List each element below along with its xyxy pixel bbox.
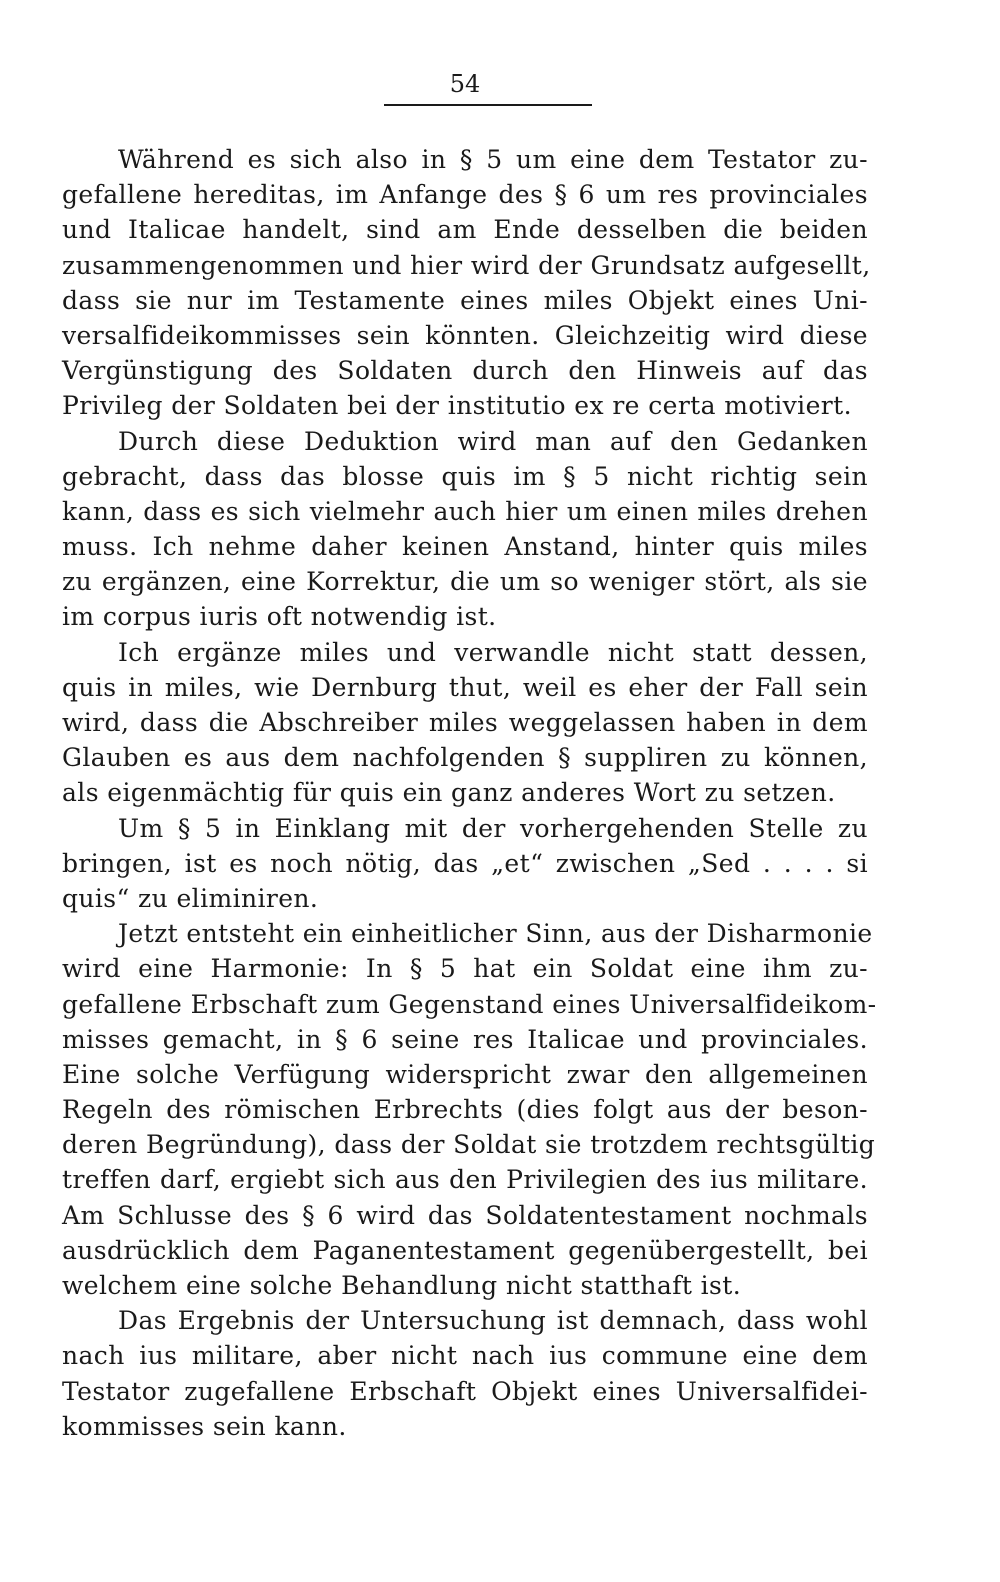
- text-line: misses gemacht, in § 6 seine res Italicae und provinciales.: [62, 1024, 868, 1054]
- text-line: Regeln des römischen Erbrechts (dies folgt aus der beson-: [62, 1095, 868, 1125]
- text-line: quis in miles, wie Dernburg thut, weil es eher der Fall sein: [62, 672, 868, 702]
- book-page: [62, 70, 877, 1441]
- text-line: wird, dass die Abschreiber miles weggelassen haben in dem: [62, 708, 868, 737]
- text-line: Ich ergänze miles und verwandle nicht statt dessen,: [118, 637, 868, 667]
- text-line: Durch diese Deduktion wird man auf den Gedanken: [118, 426, 868, 456]
- text-line: deren Begründung), dass der Soldat sie trotzdem rechtsgültig: [62, 1130, 876, 1160]
- text-line: Am Schlusse des § 6 wird das Soldatentestament nochmals: [62, 1200, 868, 1230]
- text-line: Während es sich also in § 5 um eine dem Testator zu-: [118, 145, 868, 174]
- text-line: nach ius militare, aber nicht nach ius commune eine dem: [62, 1341, 868, 1371]
- text-line: zusammengenommen und hier wird der Grundsatz aufgesellt,: [62, 250, 871, 280]
- text-line: welchem eine solche Behandlung nicht statthaft ist.: [62, 1271, 742, 1300]
- text-line: Vergünstigung des Soldaten durch den Hinweis auf das: [62, 356, 868, 386]
- text-line: kann, dass es sich vielmehr auch hier um einen miles drehen: [62, 496, 868, 526]
- text-line: Jetzt entsteht ein einheitlicher Sinn, aus der Disharmonie: [118, 919, 873, 949]
- page-body-text: [62, 142, 877, 1444]
- text-line: ausdrücklich dem Paganentestament gegenübergestellt, bei: [62, 1235, 868, 1265]
- header-rule: [384, 104, 592, 106]
- text-line: Testator zugefallene Erbschaft Objekt eines Universalfidei-: [62, 1376, 868, 1406]
- text-line: bringen, ist es noch nötig, das „et“ zwischen „Sed . . . . si: [62, 848, 868, 878]
- text-line: zu ergänzen, eine Korrektur, die um so weniger stört, als sie: [62, 567, 868, 597]
- text-line: gebracht, dass das blosse quis im § 5 nicht richtig sein: [62, 461, 868, 491]
- text-line: wird eine Harmonie: In § 5 hat ein Soldat eine ihm zu-: [62, 954, 868, 984]
- page-number: 54: [449, 70, 481, 98]
- text-line: muss. Ich nehme daher keinen Anstand, hinter quis miles: [62, 532, 868, 562]
- text-line: Das Ergebnis der Untersuchung ist demnach, dass wohl: [118, 1306, 868, 1336]
- text-line: im corpus iuris oft notwendig ist.: [62, 602, 497, 632]
- text-line: dass sie nur im Testamente eines miles Objekt eines Uni-: [62, 285, 868, 315]
- text-line: treffen darf, ergiebt sich aus den Privilegien des ius militare.: [62, 1165, 868, 1195]
- text-line: versalfideikommisses sein könnten. Gleichzeitig wird diese: [62, 320, 868, 350]
- text-line: als eigenmächtig für quis ein ganz anderes Wort zu setzen.: [62, 778, 836, 808]
- text-line: gefallene Erbschaft zum Gegenstand eines Universalfideikom-: [62, 989, 877, 1019]
- text-line: kommisses sein kann.: [62, 1411, 347, 1441]
- text-line: gefallene hereditas, im Anfange des § 6 um res provinciales: [62, 180, 868, 210]
- text-line: Eine solche Verfügung widerspricht zwar den allgemeinen: [62, 1059, 868, 1089]
- text-line: Um § 5 in Einklang mit der vorhergehenden Stelle zu: [118, 813, 868, 843]
- text-line: quis“ zu eliminiren.: [62, 883, 319, 913]
- text-line: Glauben es aus dem nachfolgenden § suppliren zu können,: [62, 743, 868, 773]
- text-line: Privileg der Soldaten bei der institutio ex re certa motiviert.: [62, 391, 852, 421]
- text-line: und Italicae handelt, sind am Ende desselben die beiden: [62, 215, 868, 245]
